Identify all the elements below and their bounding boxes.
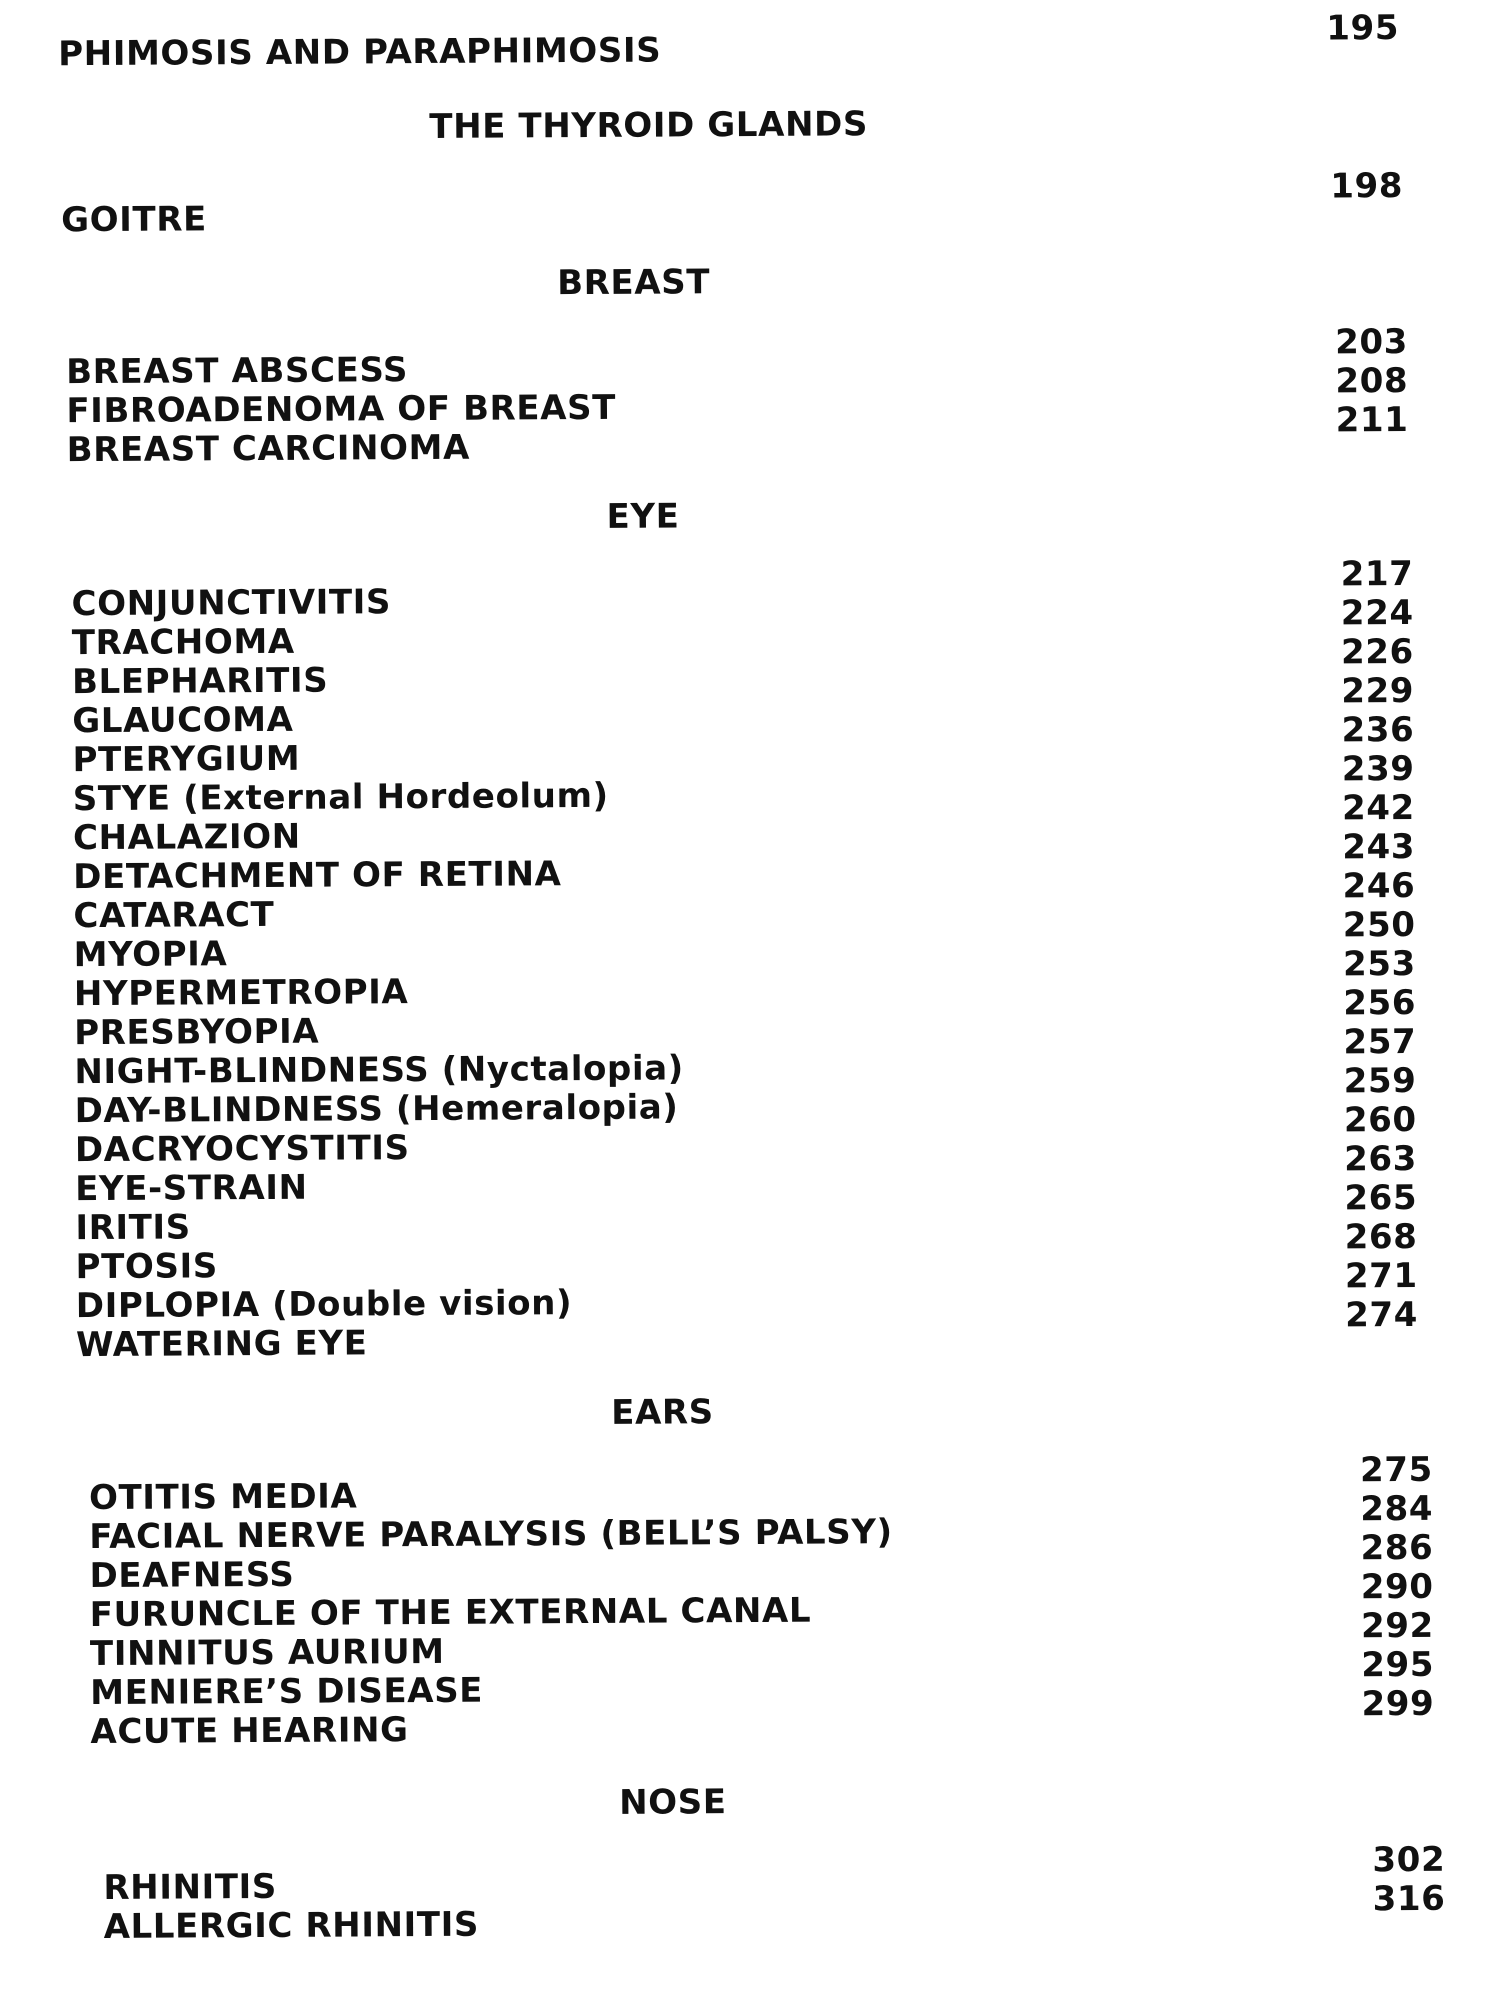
- toc-page-list: [1253, 554, 1418, 1335]
- section-heading: BREAST: [557, 262, 711, 304]
- toc-entry-page: 292: [1360, 1605, 1434, 1647]
- toc-entry-page: 217: [1340, 553, 1414, 595]
- toc-entry-page: 242: [1341, 787, 1415, 829]
- toc-entry-page: 250: [1342, 904, 1416, 946]
- toc-entry-title: MYOPIA: [73, 934, 228, 976]
- toc-entry-page: 246: [1342, 865, 1416, 907]
- toc-entry-title: MENIERE’S DISEASE: [90, 1670, 484, 1714]
- toc-entry-page: 299: [1361, 1683, 1435, 1725]
- toc-entry-title: RHINITIS: [103, 1866, 278, 1908]
- toc-entry-title: DACRYOCYSTITIS: [74, 1128, 410, 1171]
- toc-page-list: [1248, 322, 1409, 440]
- section-heading: THE THYROID GLANDS: [429, 104, 869, 147]
- section-heading: NOSE: [619, 1782, 727, 1823]
- toc-entry-title: GOITRE: [61, 199, 208, 241]
- toc-entry-list: [103, 1866, 479, 1946]
- toc-entry-page: 203: [1335, 321, 1409, 363]
- toc-entry-page: 316: [1372, 1878, 1446, 1920]
- toc-entry-title: GLAUCOMA: [72, 699, 294, 742]
- toc-entry-title: PTERYGIUM: [72, 738, 301, 781]
- toc-entry-title: CONJUNCTIVITIS: [71, 582, 392, 625]
- toc-entry-title: TRACHOMA: [71, 621, 295, 664]
- toc-entry-title: STYE (External Hordeolum): [72, 775, 609, 820]
- toc-entry-title: PRESBYOPIA: [74, 1011, 320, 1054]
- toc-entry-page: 284: [1360, 1488, 1434, 1530]
- toc-entry-title: DAY-BLINDNESS (Hemeralopia): [74, 1087, 679, 1132]
- toc-entry-page: 302: [1372, 1839, 1446, 1881]
- toc-entry-title: BREAST CARCINOMA: [66, 427, 471, 471]
- toc-entry-page: 259: [1343, 1060, 1417, 1102]
- toc-entry-title: PHIMOSIS AND PARAPHIMOSIS: [58, 30, 662, 75]
- toc-entry-page: 263: [1344, 1138, 1418, 1180]
- section-heading: EYE: [606, 496, 680, 537]
- toc-entry-page: 239: [1341, 748, 1415, 790]
- toc-entry-page: 275: [1359, 1449, 1434, 1491]
- toc-entry-page: 256: [1343, 982, 1417, 1024]
- toc-entry-page: 260: [1343, 1099, 1417, 1141]
- toc-entry-title: DETACHMENT OF RETINA: [73, 854, 562, 898]
- toc-entry-list: [89, 1473, 894, 1751]
- toc-entry-page: 295: [1361, 1644, 1435, 1686]
- toc-entry-page: 265: [1344, 1177, 1418, 1219]
- toc-entry-title: BREAST ABSCESS: [66, 350, 409, 393]
- toc-entry-title: IRITIS: [75, 1207, 191, 1249]
- toc-entry-title: EYE-STRAIN: [75, 1167, 308, 1210]
- toc-entry-title: FIBROADENOMA OF BREAST: [66, 387, 617, 432]
- toc-page-list: [1273, 1450, 1435, 1724]
- toc-entry-title: BLEPHARITIS: [71, 660, 329, 703]
- toc-entry-page: 195: [1326, 8, 1400, 49]
- toc-entry-page: 224: [1340, 592, 1414, 634]
- section-heading: EARS: [611, 1392, 714, 1433]
- toc-entry-page: 286: [1360, 1527, 1434, 1569]
- toc-entry-title: DEAFNESS: [89, 1554, 295, 1597]
- toc-entry-page: 211: [1335, 399, 1409, 441]
- toc-entry-page: 257: [1343, 1021, 1417, 1063]
- toc-entry-page: 226: [1340, 631, 1415, 673]
- toc-entry-page: 236: [1341, 709, 1415, 751]
- toc-entry-list: [66, 349, 616, 469]
- toc-entry-page: 290: [1360, 1566, 1434, 1608]
- toc-entry-title: HYPERMETROPIA: [73, 972, 409, 1015]
- toc-entry-page: 198: [1330, 165, 1404, 207]
- toc-entry-title: WATERING EYE: [75, 1323, 368, 1366]
- toc-entry-page: 243: [1342, 826, 1416, 868]
- toc-entry-title: PTOSIS: [75, 1246, 218, 1288]
- toc-entry-title: TINNITUS AURIUM: [89, 1631, 445, 1675]
- toc-page-list: [1285, 1840, 1445, 1919]
- toc-entry-page: 229: [1341, 670, 1415, 712]
- toc-entry-title: ACUTE HEARING: [90, 1710, 409, 1753]
- toc-entry-page: 208: [1335, 360, 1409, 402]
- toc-entry-title: NIGHT-BLINDNESS (Nyctalopia): [74, 1048, 684, 1093]
- toc-entry-page: 271: [1344, 1255, 1418, 1297]
- toc-entry-title: CHALAZION: [72, 816, 301, 859]
- toc-entry-page: 268: [1344, 1216, 1418, 1258]
- toc-entry-title: FURUNCLE OF THE EXTERNAL CANAL: [89, 1590, 812, 1636]
- toc-entry-title: OTITIS MEDIA: [88, 1476, 358, 1519]
- toc-entry-title: DIPLOPIA (Double vision): [75, 1283, 573, 1327]
- toc-entry-title: ALLERGIC RHINITIS: [103, 1904, 480, 1947]
- toc-entry-page: 274: [1345, 1294, 1419, 1336]
- toc-entry-title: FACIAL NERVE PARALYSIS (BELL’S PALSY): [89, 1512, 893, 1558]
- toc-entry-page: 253: [1342, 943, 1416, 985]
- toc-entry-title: CATARACT: [73, 894, 275, 937]
- toc-entry-list: [71, 580, 685, 1364]
